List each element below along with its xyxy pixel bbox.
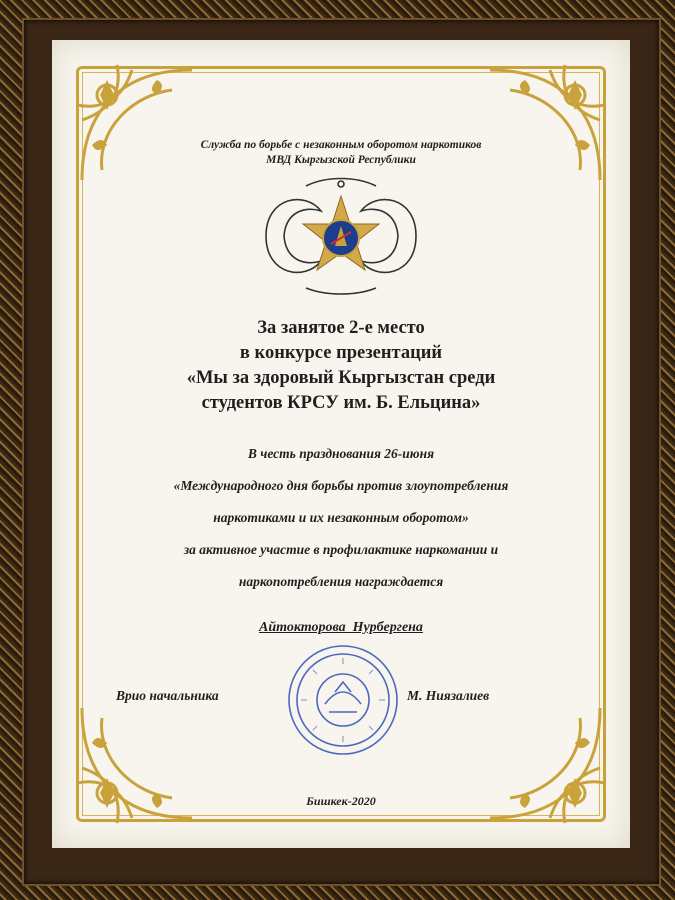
title-line: студентов КРСУ им. Б. Ельцина» xyxy=(201,393,481,413)
title-line: «Мы за здоровый Кыргызстан среди xyxy=(186,368,496,388)
recipient-name-text: Айтокторова Нурбергена xyxy=(259,620,423,635)
signatory-name: М. Ниязалиев xyxy=(407,688,490,703)
issuer-heading xyxy=(52,138,630,168)
corner-ornament-icon xyxy=(62,50,212,200)
certificate-paper xyxy=(52,40,630,848)
corner-ornament-icon xyxy=(470,50,620,200)
title-line: За занятое 2-е место xyxy=(257,318,425,338)
body-line: «Международного дня борьбы против злоупотребления xyxy=(173,478,509,493)
award-body xyxy=(52,438,630,598)
title-line: в конкурсе презентаций xyxy=(239,343,443,363)
corner-ornament-icon xyxy=(470,688,620,838)
body-line: за активное участие в профилактике наркомании и xyxy=(183,542,499,557)
city-year: Бишкек-2020 xyxy=(306,794,376,808)
issuer-line: Служба по борьбе с незаконным оборотом наркотиков xyxy=(200,139,482,151)
signatory-title: Врио начальника xyxy=(116,688,219,703)
body-line: наркопотребления награждается xyxy=(238,574,444,589)
corner-ornament-icon xyxy=(62,688,212,838)
star-badge-emblem-icon xyxy=(246,176,436,296)
issuer-line: МВД Кыргызской Республики xyxy=(266,154,416,166)
recipient-name xyxy=(52,620,630,636)
official-round-stamp-icon xyxy=(285,642,401,758)
body-line: наркотиками и их незаконным оборотом» xyxy=(213,510,469,525)
award-title xyxy=(52,316,630,416)
body-line: В честь празднования 26-июня xyxy=(247,446,435,461)
